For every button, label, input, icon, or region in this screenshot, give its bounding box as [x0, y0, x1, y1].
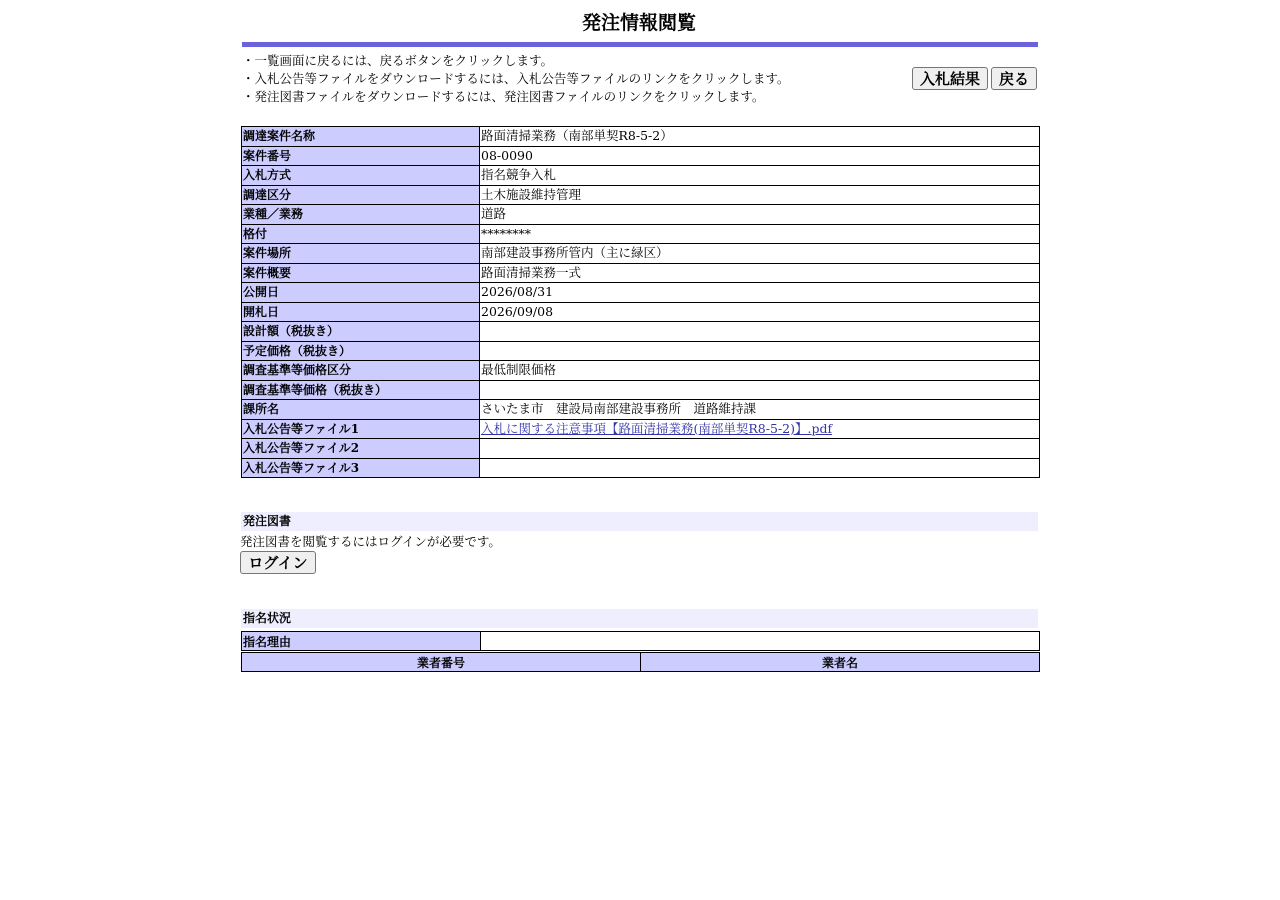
- vendor-number-header: 業者番号: [242, 653, 641, 672]
- login-button[interactable]: ログイン: [240, 551, 316, 574]
- detail-value: [480, 341, 1040, 361]
- detail-label: 開札日: [242, 302, 480, 322]
- order-detail-table: [241, 126, 1040, 478]
- detail-label: 設計額（税抜き）: [242, 322, 480, 342]
- detail-label: 格付: [242, 224, 480, 244]
- detail-label: 案件概要: [242, 263, 480, 283]
- detail-row: [242, 302, 1040, 322]
- detail-row: [242, 419, 1040, 439]
- detail-value: 08-0090: [480, 146, 1040, 166]
- detail-value: 南部建設事務所管内（主に緑区）: [480, 244, 1040, 264]
- detail-value: ********: [480, 224, 1040, 244]
- title-divider: [242, 42, 1038, 47]
- notice-file-link[interactable]: 入札に関する注意事項【路面清掃業務(南部単契R8-5-2)】.pdf: [481, 420, 833, 436]
- detail-label: 課所名: [242, 400, 480, 420]
- detail-row: [242, 361, 1040, 381]
- detail-value: 2026/09/08: [480, 302, 1040, 322]
- detail-value: [480, 439, 1040, 459]
- nomination-reason-label: 指名理由: [242, 632, 481, 651]
- detail-value: 土木施設維持管理: [480, 185, 1040, 205]
- detail-label: 入札公告等ファイル1: [242, 419, 480, 439]
- detail-row: [242, 400, 1040, 420]
- detail-value: 指名競争入札: [480, 166, 1040, 186]
- detail-row: [242, 380, 1040, 400]
- detail-row: [242, 146, 1040, 166]
- detail-label: 入札公告等ファイル2: [242, 439, 480, 459]
- detail-row: [242, 283, 1040, 303]
- detail-value: [480, 322, 1040, 342]
- instruction-line: ・入札公告等ファイルをダウンロードするには、入札公告等ファイルのリンクをクリックします。: [242, 71, 790, 86]
- detail-label: 業種／業務: [242, 205, 480, 225]
- detail-row: [242, 341, 1040, 361]
- login-required-note: 発注図書を閲覧するにはログインが必要です。: [240, 534, 501, 549]
- detail-value: さいたま市 建設局南部建設事務所 道路維持課: [480, 400, 1040, 420]
- instruction-line: ・発注図書ファイルをダウンロードするには、発注図書ファイルのリンクをクリックします。: [242, 89, 765, 104]
- detail-row: [242, 205, 1040, 225]
- detail-row: [242, 263, 1040, 283]
- detail-row: [242, 127, 1040, 147]
- detail-value: 路面清掃業務（南部単契R8-5-2）: [480, 127, 1040, 147]
- detail-label: 公開日: [242, 283, 480, 303]
- order-docs-heading: 発注図書: [241, 512, 1038, 531]
- vendor-name-header: 業者名: [641, 653, 1040, 672]
- detail-row: [242, 166, 1040, 186]
- instructions: [242, 52, 902, 106]
- detail-row: [242, 244, 1040, 264]
- detail-label: 調達区分: [242, 185, 480, 205]
- detail-value: 最低制限価格: [480, 361, 1040, 381]
- bid-result-button[interactable]: 入札結果: [912, 67, 988, 90]
- detail-value-cell: [480, 419, 1040, 439]
- detail-value: [480, 380, 1040, 400]
- detail-row: [242, 439, 1040, 459]
- back-button[interactable]: 戻る: [991, 67, 1037, 90]
- detail-value: 2026/08/31: [480, 283, 1040, 303]
- detail-label: 調達案件名称: [242, 127, 480, 147]
- detail-label: 入札公告等ファイル3: [242, 458, 480, 478]
- nomination-reason-table: [241, 631, 1040, 651]
- detail-value: 道路: [480, 205, 1040, 225]
- detail-value: 路面清掃業務一式: [480, 263, 1040, 283]
- detail-label: 調査基準等価格（税抜き）: [242, 380, 480, 400]
- page-title: 発注情報閲覧: [581, 12, 696, 34]
- detail-row: [242, 224, 1040, 244]
- detail-row: [242, 322, 1040, 342]
- detail-row: [242, 185, 1040, 205]
- detail-label: 調査基準等価格区分: [242, 361, 480, 381]
- detail-label: 入札方式: [242, 166, 480, 186]
- instruction-line: ・一覧画面に戻るには、戻るボタンをクリックします。: [242, 53, 554, 68]
- vendor-table: [241, 652, 1040, 672]
- nomination-reason-value: [481, 632, 1040, 651]
- detail-row: [242, 458, 1040, 478]
- detail-value: [480, 458, 1040, 478]
- detail-label: 案件番号: [242, 146, 480, 166]
- detail-label: 案件場所: [242, 244, 480, 264]
- detail-label: 予定価格（税抜き）: [242, 341, 480, 361]
- nomination-heading: 指名状況: [241, 609, 1038, 628]
